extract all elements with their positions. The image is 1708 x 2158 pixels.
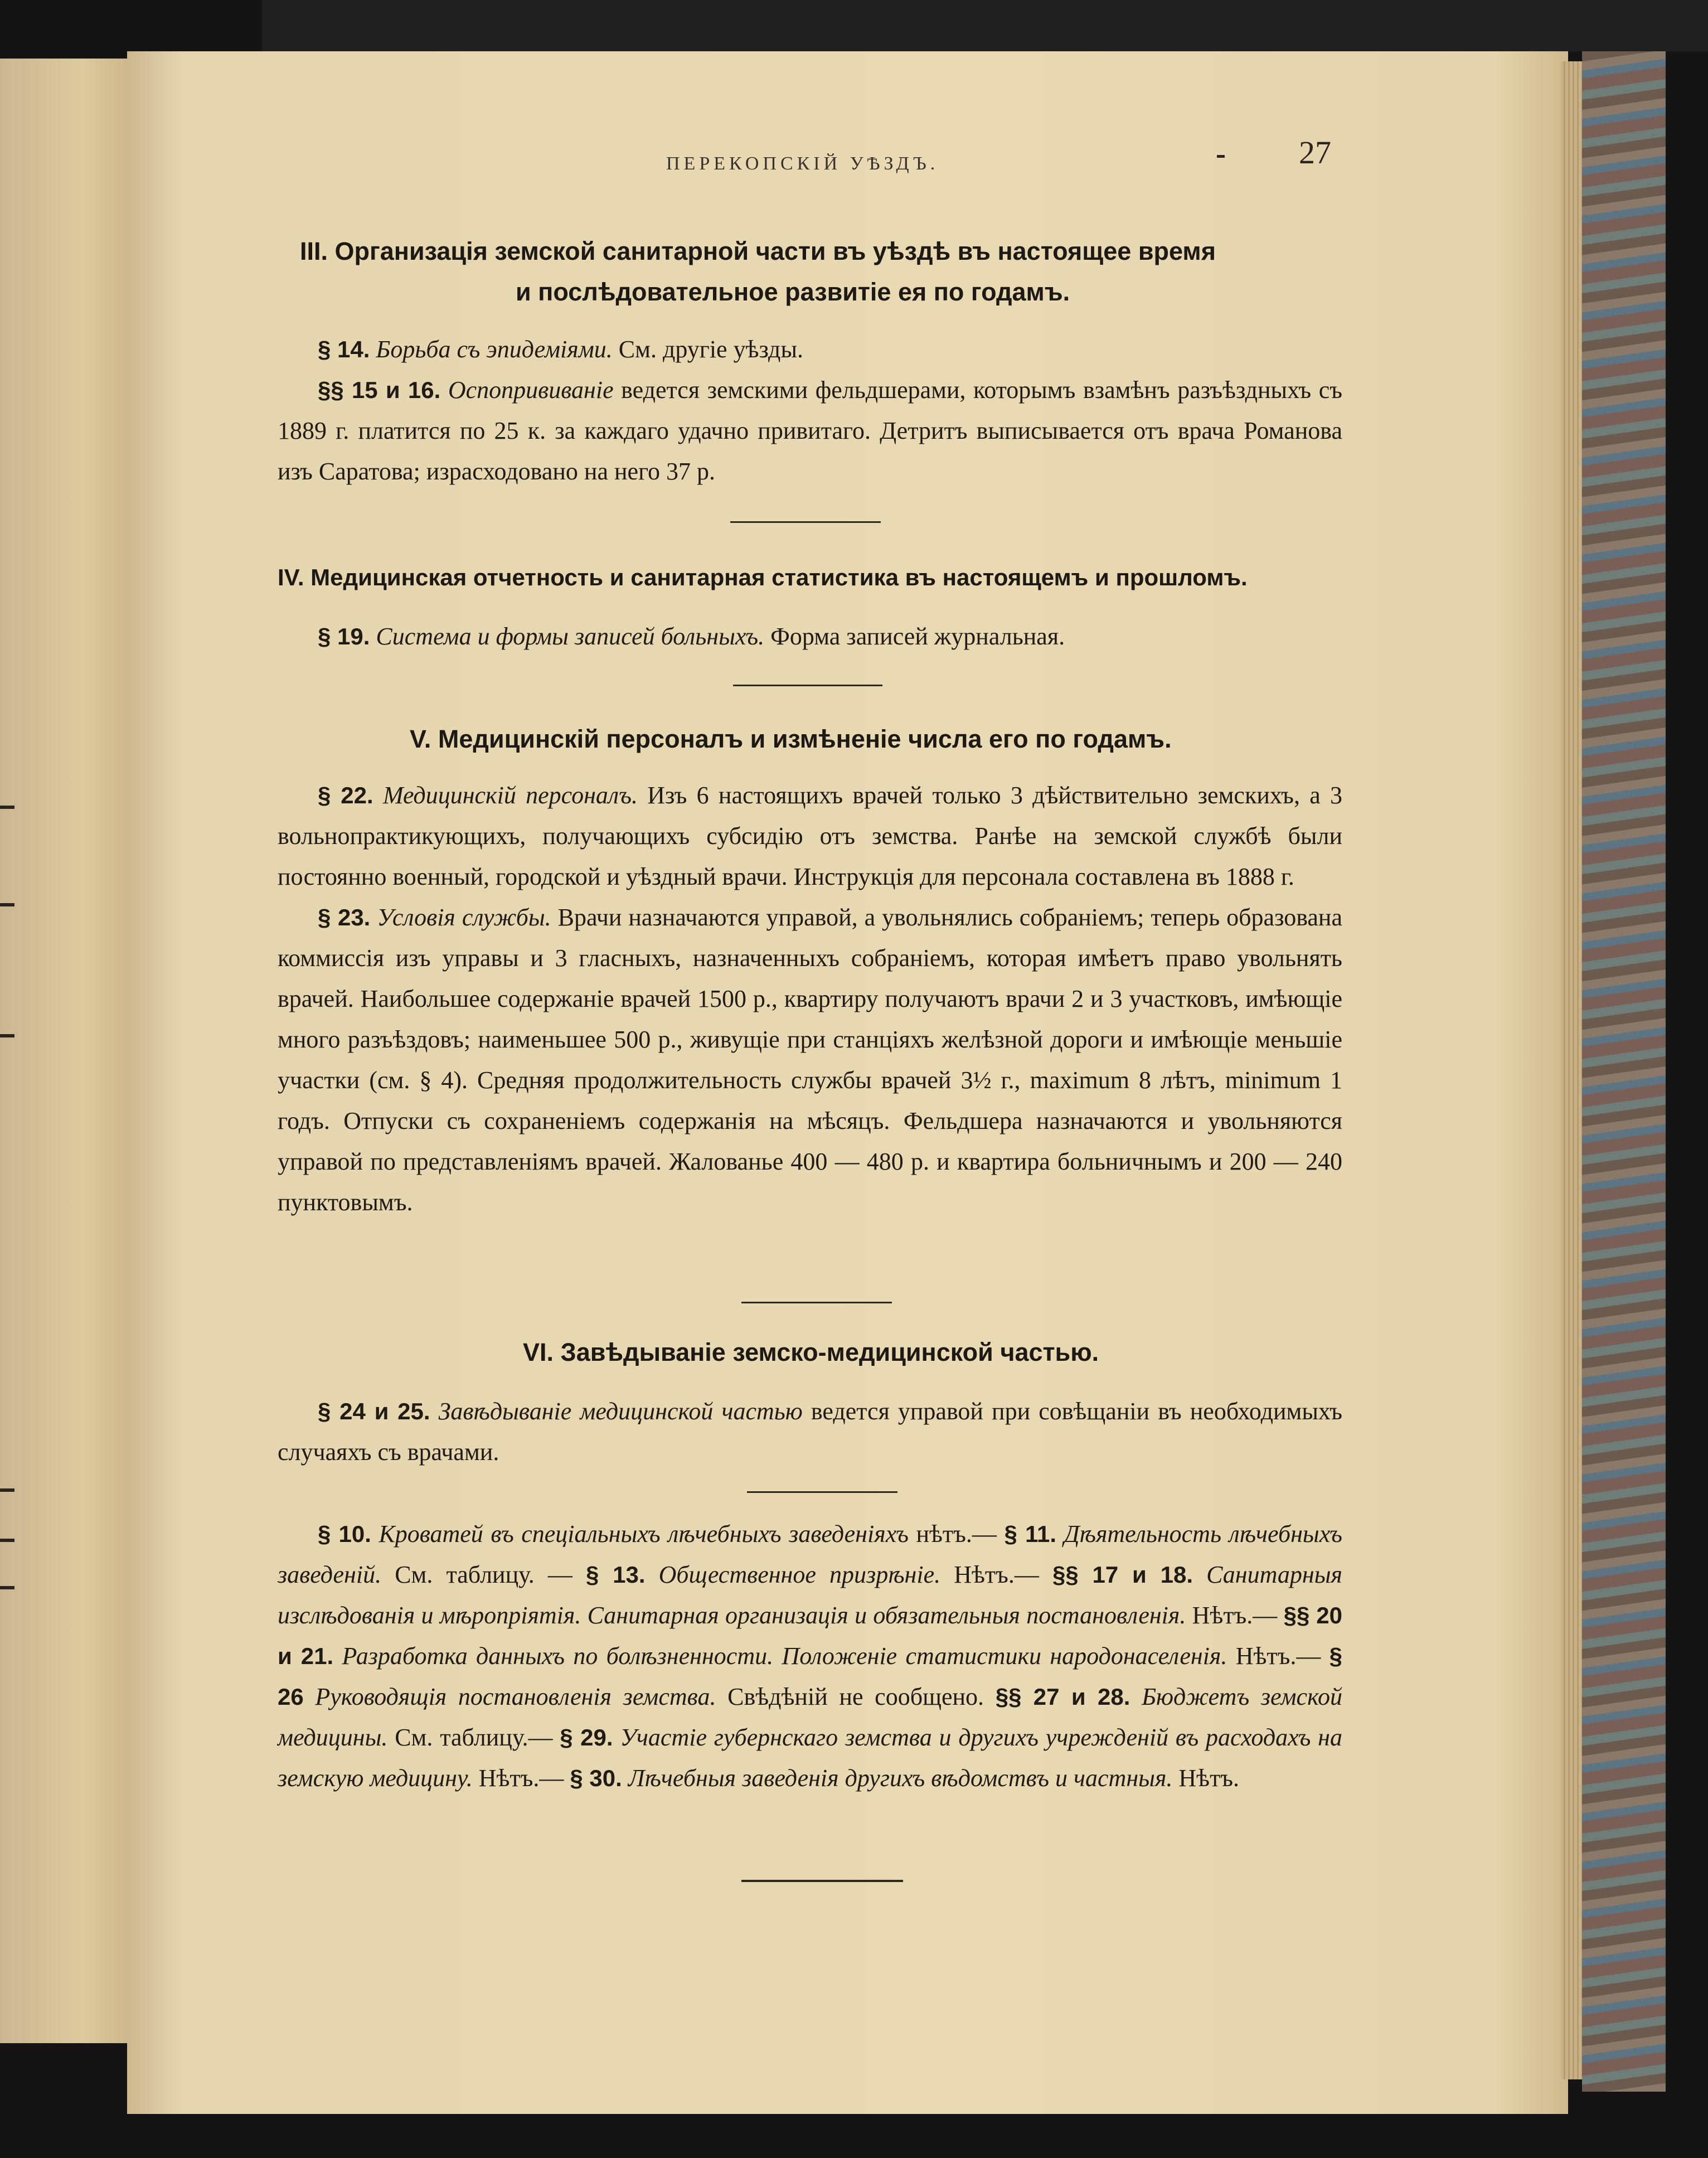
margin-tick [0, 1586, 14, 1589]
running-head: ПЕРЕКОПСКІЙ УѢЗДЪ. [666, 153, 939, 174]
margin-tick [0, 1034, 14, 1037]
paragraph-22: § 22. Медицинскій персоналъ. Изъ 6 настоящихъ врачей только 3 дѣйствительно земскихъ, а 3 вольнопрактикующихъ, получающихъ субсидію отъ земства. Ранѣе на земской службѣ были постоянно военный, городской и уѣздный врачи. Инструкція для персонала составлена въ 1888 г. [278, 782, 1343, 890]
header-dash [1217, 155, 1225, 158]
margin-tick [0, 903, 14, 906]
section-5-title: V. Медицинскій персоналъ и измѣненіе числа его по годамъ. [410, 725, 1172, 753]
margin-tick [0, 806, 14, 809]
paragraph-14: § 14. Борьба съ эпидеміями. См. другіе уѣзды. [318, 336, 804, 363]
margin-tick [0, 1488, 14, 1492]
summary-paragraph [278, 1514, 1342, 1798]
section-divider [730, 521, 881, 523]
section-6-title: VI. Завѣдываніе земско-медицинской частью. [523, 1338, 1099, 1366]
section-6-body [278, 1391, 1342, 1472]
paragraph-19: § 19. Система и формы записей больныхъ. Форма записей журнальная. [318, 623, 1065, 650]
section-divider [741, 1302, 892, 1303]
section-5-body [278, 775, 1342, 1223]
paragraph-24-25: § 24 и 25. Завѣдываніе медицинской частью ведется управой при совѣщаніи въ необходимыхъ случаяхъ съ врачами. [278, 1398, 1342, 1466]
paragraph-15-16: §§ 15 и 16. Оспопрививаніе ведется земскими фельдшерами, которымъ взамѣнъ разъѣздныхъ съ 1889 г. платится по 25 к. за каждаго удачно привитаго. Детритъ выписывается отъ врача Романова изъ Саратова; израсходовано на него 37 р. [278, 376, 1342, 485]
paragraph-23: § 23. Условія службы. Врачи назначаются управой, а увольнялись собраніемъ; теперь образована коммиссія изъ управы и 3 гласныхъ, назначенныхъ собраніемъ, которая имѣетъ право увольнять врачей. Наибольшее содержаніе врачей 1500 р., квартиру получаютъ врачи 2 и 3 участковъ, имѣющіе много разъѣздовъ; наименьшее 500 р., живущіе при станціяхъ желѣзной дороги и имѣющіе меньшіе участки (см. § 4). Средняя продолжительность службы врачей 3½ г., maximum 8 лѣтъ, minimum 1 годъ. Отпуски съ сохраненіемъ содержанія на мѣсяцъ. Фельдшера назначаются и увольняются управой по представленіямъ врачей. Жалованье 400 — 480 р. и квартира больничнымъ и 200 — 240 пунктовымъ. [278, 904, 1342, 1216]
background-band [262, 0, 1708, 51]
section-3-body [278, 329, 1342, 492]
section-divider [747, 1491, 897, 1493]
section-4-body [278, 616, 1342, 657]
page-number: 27 [1299, 134, 1331, 171]
margin-tick [0, 1539, 14, 1542]
page-edges [1561, 61, 1583, 2079]
section-divider [733, 685, 882, 686]
section-3-title-line2: и послѣдовательное развитіе ея по годамъ. [516, 278, 1070, 306]
end-divider [741, 1880, 903, 1882]
section-4-title: IV. Медицинская отчетность и санитарная статистика въ настоящемъ и прошломъ. [278, 564, 1248, 590]
section-3-title-line1: III. Организація земской санитарной части въ уѣздѣ въ настоящее время [300, 237, 1216, 265]
summary-text: § 10. Кроватей въ спеціальныхъ лѣчебныхъ заведеніяхъ нѣтъ.— § 11. Дѣятельность лѣчебныхъ заведеній. См. таблицу. — § 13. Общественное призрѣніе. Нѣтъ.— §§ 17 и 18. Санитарныя изслѣдованія и мѣропріятія. Санитарная организація и обязательныя постановленія. Нѣтъ.— §§ 20 и 21. Разработка данныхъ по болѣзненности. Положеніе статистики народонаселенія. Нѣтъ.— § 26 Руководящія постановленія земства. Свѣдѣній не сообщено. §§ 27 и 28. Бюджетъ земской медицины. См. таблицу.— § 29. Участіе губернскаго земства и другихъ учрежденій въ расходахъ на земскую медицину. Нѣтъ.— § 30. Лѣчебныя заведенія другихъ вѣдомствъ и частныя. Нѣтъ. [278, 1520, 1343, 1792]
marbled-cover-edge [1582, 51, 1666, 2092]
